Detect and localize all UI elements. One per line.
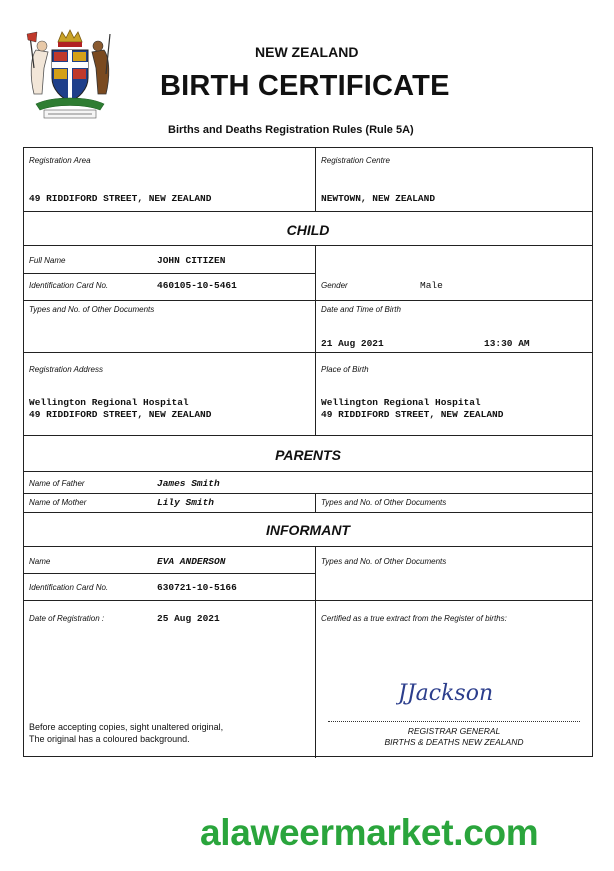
registrar-title: REGISTRAR GENERAL BIRTHS & DEATHS NEW ZEALAND — [384, 726, 524, 747]
informant-id-value: 630721-10-5166 — [157, 582, 237, 593]
parents-heading: PARENTS — [275, 447, 341, 463]
signature-text: JJackson — [398, 681, 494, 706]
certified-text: Certified as a true extract from the Register of births: — [321, 614, 507, 623]
dob-label: Date and Time of Birth — [321, 305, 401, 314]
informant-name-label: Name — [29, 557, 51, 566]
full-name-label: Full Name — [29, 256, 66, 265]
original-notice: Before accepting copies, sight unaltered original, The original has a coloured background. — [29, 722, 224, 744]
registration-centre-value: NEWTOWN, NEW ZEALAND — [321, 193, 436, 204]
informant-name-value: EVA ANDERSON — [157, 556, 226, 567]
dob-time: 13:30 AM — [484, 338, 530, 349]
watermark-text: alaweermarket.com — [200, 812, 539, 853]
child-id-value: 460105-10-5461 — [157, 280, 237, 291]
child-heading: CHILD — [286, 222, 330, 238]
rule-subtitle: Births and Deaths Registration Rules (Rule 5A) — [168, 124, 414, 136]
registration-area-value: 49 RIDDIFORD STREET, NEW ZEALAND — [29, 193, 212, 204]
informant-id-label: Identification Card No. — [29, 583, 109, 592]
date-of-registration-value: 25 Aug 2021 — [157, 613, 220, 624]
mother-label: Name of Mother — [29, 498, 87, 507]
gender-label: Gender — [321, 281, 348, 290]
registrar-signature — [396, 674, 516, 710]
father-value: James Smith — [157, 478, 220, 489]
registration-address-line2: 49 RIDDIFORD STREET, NEW ZEALAND — [29, 409, 212, 420]
informant-other-docs-label: Types and No. of Other Documents — [321, 557, 447, 566]
coat-of-arms-icon — [22, 28, 118, 124]
date-of-registration-label: Date of Registration : — [29, 614, 105, 623]
child-id-label: Identification Card No. — [29, 281, 109, 290]
parents-other-docs-label: Types and No. of Other Documents — [321, 498, 447, 507]
registration-centre-label: Registration Centre — [321, 156, 390, 165]
place-of-birth-line2: 49 RIDDIFORD STREET, NEW ZEALAND — [321, 409, 504, 420]
child-other-docs-label: Types and No. of Other Documents — [29, 305, 155, 314]
certificate-title: BIRTH CERTIFICATE — [160, 70, 450, 102]
gender-value: Male — [420, 280, 443, 291]
registration-address-line1: Wellington Regional Hospital — [29, 397, 189, 408]
mother-value: Lily Smith — [157, 497, 215, 508]
father-label: Name of Father — [29, 479, 85, 488]
registration-area-label: Registration Area — [29, 156, 91, 165]
place-of-birth-label: Place of Birth — [321, 365, 369, 374]
full-name-value: JOHN CITIZEN — [157, 255, 226, 266]
informant-heading: INFORMANT — [266, 522, 350, 538]
registration-address-label: Registration Address — [29, 365, 103, 374]
country-heading: NEW ZEALAND — [255, 44, 359, 60]
certificate-form — [23, 147, 593, 757]
dob-date: 21 Aug 2021 — [321, 338, 384, 349]
place-of-birth-line1: Wellington Regional Hospital — [321, 397, 481, 408]
